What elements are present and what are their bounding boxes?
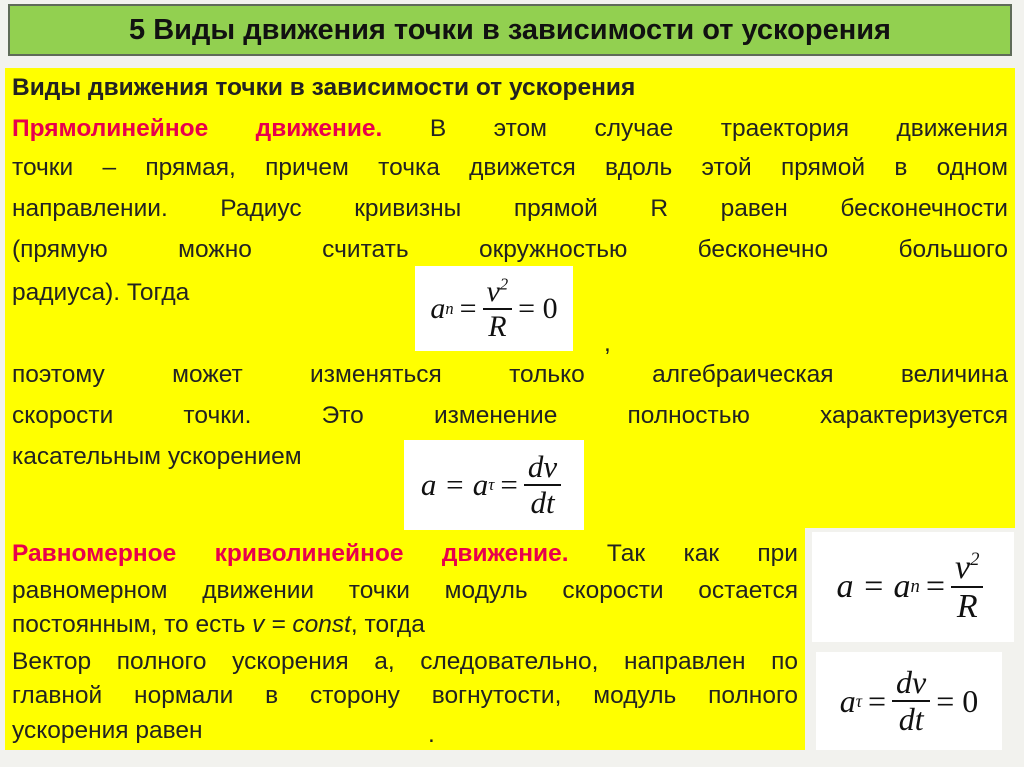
lead-term-straight: Прямолинейное движение. — [12, 115, 383, 142]
slide-title: 5 Виды движения точки в зависимости от ускорения — [129, 13, 891, 46]
paragraph-line: равномерном движении точки модуль скорости остается — [12, 577, 798, 604]
paragraph-line: радиуса). Тогда — [12, 279, 190, 306]
formula-subscript: τ — [488, 475, 495, 494]
formula-superscript: 2 — [499, 273, 509, 293]
formula-denominator: dt — [530, 485, 555, 520]
paragraph-line — [12, 607, 798, 643]
formula-numerator: dv — [524, 450, 561, 486]
paragraph-line: Вектор полного ускорения а, следовательно, направлен по — [12, 648, 798, 675]
text-italic: v = const — [252, 611, 351, 638]
text-fragment: , тогда — [350, 611, 425, 638]
lead-term-curvilinear: Равномерное криволинейное движение. — [12, 540, 569, 567]
formula-symbol: a — [430, 291, 446, 325]
formula-superscript: 2 — [970, 548, 980, 570]
formula-denominator: R — [956, 588, 978, 625]
text-fragment: постоянным, то есть — [12, 611, 253, 638]
formula-fraction — [892, 665, 930, 737]
formula-numerator: dv — [892, 665, 930, 702]
formula-subscript: τ — [855, 690, 862, 711]
paragraph-line — [12, 536, 798, 572]
formula-tangential-acceleration — [404, 440, 584, 530]
text-fragment: Так как при — [606, 540, 798, 567]
formula-equals: = — [925, 568, 946, 605]
formula-fraction — [951, 549, 983, 626]
formula-equals: = — [459, 291, 477, 325]
comma: , — [604, 330, 611, 357]
paragraph-line: главной нормали в сторону вогнутости, модуль полного — [12, 682, 798, 709]
section-heading: Виды движения точки в зависимости от ускорения — [12, 74, 636, 101]
paragraph-line: точки – прямая, причем точка движется вдоль этой прямой в одном — [12, 154, 1008, 181]
formula-fraction — [524, 450, 561, 520]
formula-subscript: n — [910, 576, 920, 597]
formula-denominator: dt — [898, 701, 924, 737]
formula-numerator: v — [486, 274, 500, 308]
formula-normal-acceleration-zero — [415, 266, 573, 351]
formula-symbol: a = a — [836, 568, 911, 605]
paragraph-line: ускорения равен — [12, 717, 203, 744]
paragraph-line: скорости точки. Это изменение полностью характеризуется — [12, 402, 1008, 429]
formula-symbol: a = a — [420, 467, 489, 502]
formula-equals: = — [868, 682, 887, 719]
paragraph-line — [12, 111, 1008, 147]
period: . — [428, 721, 435, 748]
formula-tangential-acceleration-zero — [816, 652, 1002, 750]
formula-symbol: a — [839, 682, 856, 719]
formula-rhs: = 0 — [518, 291, 558, 325]
formula-equals: = — [500, 467, 518, 502]
formula-numerator: v — [955, 548, 971, 586]
paragraph-line: направлении. Радиус кривизны прямой R равен бесконечности — [12, 195, 1008, 222]
paragraph-line: поэтому может изменяться только алгебраическая величина — [12, 361, 1008, 388]
formula-normal-acceleration — [812, 532, 1014, 642]
paragraph-line: (прямую можно считать окружностью бесконечно большого — [12, 236, 1008, 263]
formula-denominator: R — [488, 309, 507, 343]
paragraph-line: касательным ускорением — [12, 443, 302, 470]
slide-title-bar — [8, 4, 1012, 56]
formula-rhs: = 0 — [936, 682, 979, 719]
text-fragment: В этом случае траектория движения — [429, 115, 1008, 142]
formula-fraction — [483, 275, 513, 343]
formula-subscript: n — [445, 298, 454, 318]
